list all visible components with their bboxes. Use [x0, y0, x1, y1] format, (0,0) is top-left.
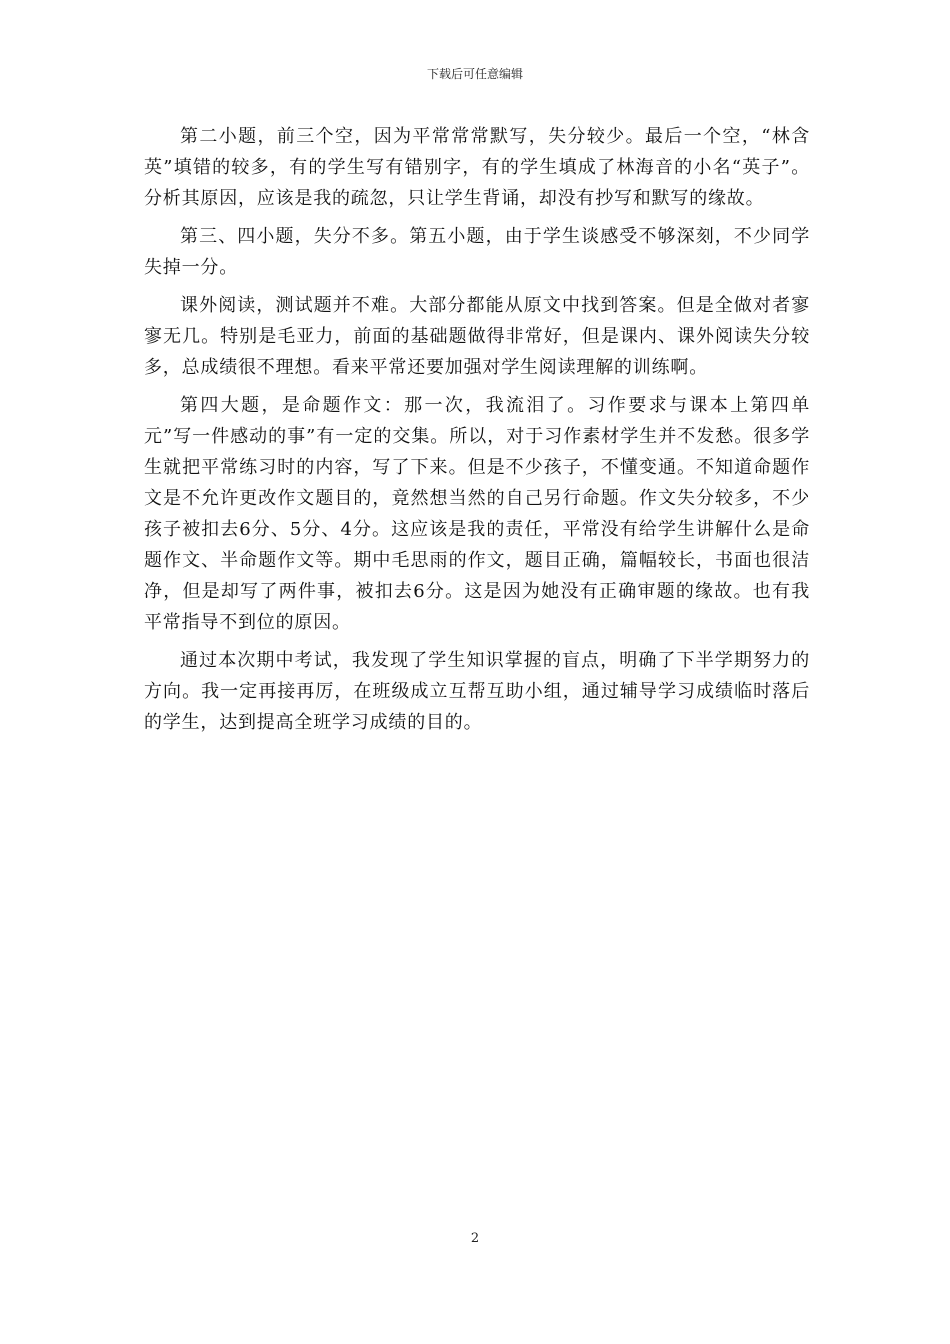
page-number: 2: [470, 1231, 480, 1246]
paragraph: 通过本次期中考试，我发现了学生知识掌握的盲点，明确了下半学期努力的方向。我一定再接再厉，在班级成立互帮互助小组，通过辅导学习成绩临时落后的学生，达到提高全班学习成绩的目的。: [144, 650, 810, 733]
paragraph: 第三、四小题，失分不多。第五小题，由于学生谈感受不够深刻，不少同学失掉一分。: [144, 226, 810, 278]
page-header: 下载后可任意编辑: [426, 67, 523, 81]
paragraph: 第二小题，前三个空，因为平常常常默写，失分较少。最后一个空，“林含英”填错的较多，有的学生写有错别字，有的学生填成了林海音的小名“英子”。分析其原因，应该是我的疏忽，只让学生背诵，却没有抄写和默写的缘故。: [144, 126, 810, 209]
document-body: [144, 121, 810, 745]
paragraph: 第四大题，是命题作文：那一次，我流泪了。习作要求与课本上第四单元”写一件感动的事”有一定的交集。所以，对于习作素材学生并不发愁。很多学生就把平常练习时的内容，写了下来。但是不少孩子，不懂变通。不知道命题作文是不允许更改作文题目的，竟然想当然的自己另行命题。作文失分较多，不少孩子被扣去6分、5分、4分。这应该是我的责任，平常没有给学生讲解什么是命题作文、半命题作文等。期中毛思雨的作文，题目正确，篇幅较长，书面也很洁净，但是却写了两件事，被扣去6分。这是因为她没有正确审题的缘故。也有我平常指导不到位的原因。: [144, 395, 810, 633]
paragraph: 课外阅读，测试题并不难。大部分都能从原文中找到答案。但是全做对者寥寥无几。特别是毛亚力，前面的基础题做得非常好，但是课内、课外阅读失分较多，总成绩很不理想。看来平常还要加强对学生阅读理解的训练啊。: [144, 295, 810, 378]
